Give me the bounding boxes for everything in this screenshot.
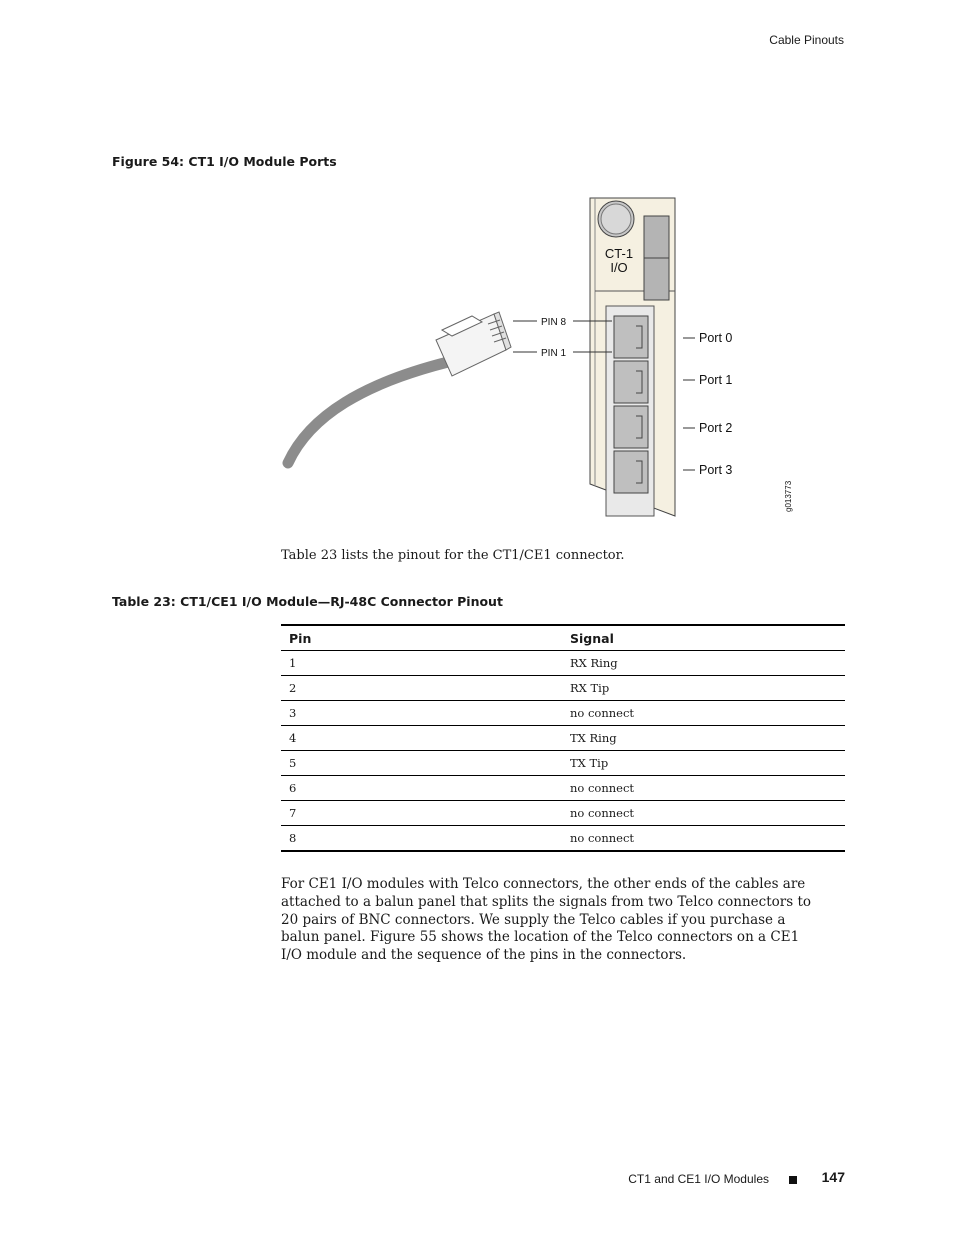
pin-cell: 8 xyxy=(289,831,297,845)
pin-cell: 2 xyxy=(289,681,297,695)
module-label-line1: CT-1 xyxy=(604,246,634,261)
graphic-id: g013773 xyxy=(784,480,793,512)
signal-cell: RX Ring xyxy=(570,656,618,670)
table-row xyxy=(281,776,845,801)
port-2-label: Port 2 xyxy=(699,421,733,435)
signal-cell: no connect xyxy=(570,831,635,845)
table-row xyxy=(281,701,845,726)
signal-cell: no connect xyxy=(570,706,635,720)
table-row xyxy=(281,826,845,852)
port-0-label: Port 0 xyxy=(699,331,733,345)
rj48c-port xyxy=(614,316,648,358)
column-header-pin: Pin xyxy=(289,631,312,646)
pin-cell: 1 xyxy=(289,656,297,670)
pin-cell: 6 xyxy=(289,781,297,795)
intro-text: Table 23 lists the pinout for the CT1/CE1 connector. xyxy=(281,548,625,563)
running-header: Cable Pinouts xyxy=(769,33,844,47)
footer-chapter-title: CT1 and CE1 I/O Modules xyxy=(628,1172,769,1186)
pin-cell: 3 xyxy=(289,706,297,720)
signal-cell: no connect xyxy=(570,806,635,820)
pin-1-label: PIN 1 xyxy=(541,348,567,359)
port-1-label: Port 1 xyxy=(699,373,733,387)
rj48c-port xyxy=(614,451,648,493)
cable xyxy=(288,362,448,463)
rj48c-port xyxy=(614,361,648,403)
signal-cell: RX Tip xyxy=(570,681,610,695)
table-row xyxy=(281,801,845,826)
table-header-row xyxy=(281,626,845,651)
signal-cell: TX Ring xyxy=(570,731,617,745)
pin-cell: 7 xyxy=(289,806,297,820)
table-row xyxy=(281,726,845,751)
pin-cell: 4 xyxy=(289,731,297,745)
pin-cell: 5 xyxy=(289,756,297,770)
signal-cell: no connect xyxy=(570,781,635,795)
module-label-line2: I/O xyxy=(610,260,628,275)
table-caption: Table 23: CT1/CE1 I/O Module—RJ-48C Connector Pinout xyxy=(112,594,503,609)
port-3-label: Port 3 xyxy=(699,463,733,477)
table-row xyxy=(281,751,845,776)
figure-caption: Figure 54: CT1 I/O Module Ports xyxy=(112,154,337,169)
pin-8-label: PIN 8 xyxy=(541,317,567,328)
table-row xyxy=(281,651,845,676)
column-header-signal: Signal xyxy=(570,631,614,646)
ct1-module-figure xyxy=(270,190,810,525)
rj-connector-plug xyxy=(436,312,511,376)
footer-square-icon xyxy=(789,1176,797,1184)
body-paragraph: For CE1 I/O modules with Telco connectors, the other ends of the cables are attached to a balun panel that splits the signals from two Telco connectors to 20 pairs of BNC connectors. We supply the Telco cables if you purchase a balun panel. Figure 55 shows the location of the Telco connectors on a CE1 I/O module and the sequence of the pins in the connectors. xyxy=(281,876,812,964)
pinout-table xyxy=(281,624,845,852)
table-row xyxy=(281,676,845,701)
rj48c-port xyxy=(614,406,648,448)
signal-cell: TX Tip xyxy=(570,756,609,770)
page-number: 147 xyxy=(821,1169,845,1185)
